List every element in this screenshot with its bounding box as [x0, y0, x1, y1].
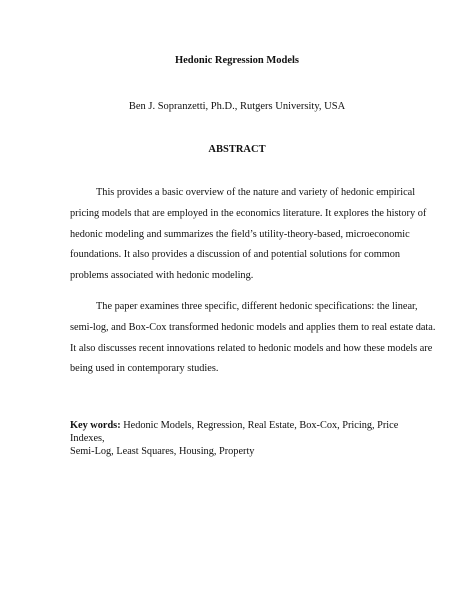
keywords-line-2: Semi-Log, Least Squares, Housing, Property	[70, 446, 255, 457]
paragraph-line: It also discusses recent innovations related to hedonic models and how these models are	[70, 342, 433, 354]
paper-title: Hedonic Regression Models	[174, 55, 300, 66]
abstract-paragraph-2	[70, 297, 436, 380]
paragraph-line: The paper examines three specific, different hedonic specifications: the linear,	[96, 301, 418, 312]
paragraph-line: pricing models that are employed in the economics literature. It explores the history of	[70, 207, 427, 219]
paragraph-line: problems associated with hedonic modeling.	[70, 270, 254, 282]
abstract-paragraph-1	[70, 183, 427, 287]
abstract-heading: ABSTRACT	[208, 144, 266, 155]
paragraph-line: This provides a basic overview of the nature and variety of hedonic empirical	[96, 187, 416, 198]
paragraph-line: foundations. It also provides a discussion of and potential solutions for common	[70, 249, 401, 261]
paragraph-line: being used in contemporary studies.	[70, 363, 219, 375]
paragraph-line: semi-log, and Box-Cox transformed hedonic models and applies them to real estate data.	[70, 321, 436, 333]
keywords-line-1: Hedonic Models, Regression, Real Estate, Box-Cox, Pricing, Price Indexes,	[70, 420, 399, 444]
paragraph-line: hedonic modeling and summarizes the field’s utility-theory-based, microeconomic	[70, 228, 410, 240]
keywords-label: Key words:	[70, 420, 121, 431]
keywords-block	[70, 419, 410, 458]
author-affiliation: Ben J. Sopranzetti, Ph.D., Rutgers University, USA	[128, 101, 346, 112]
